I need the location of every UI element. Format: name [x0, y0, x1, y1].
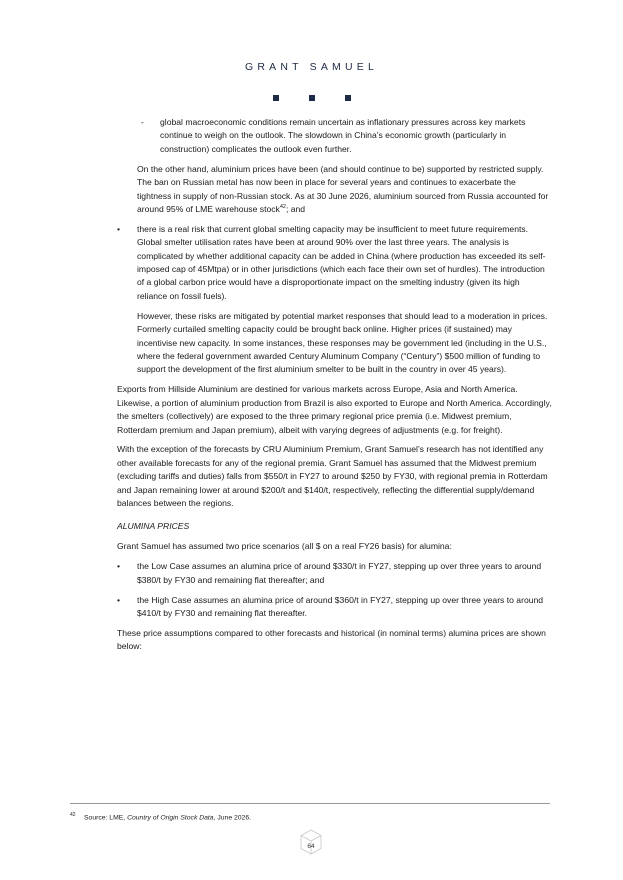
footnote-divider [70, 803, 550, 804]
section-heading: ALUMINA PRICES [117, 521, 190, 532]
footnote-suffix: , June 2026. [213, 814, 252, 822]
grant-samuel-logo: GRANT SAMUEL [244, 61, 379, 73]
square-icon [273, 95, 279, 101]
supply-text-end: ; and [285, 203, 306, 214]
footnote-ref[interactable]: 42 [279, 204, 286, 211]
page-body [117, 116, 552, 660]
supply-paragraph [117, 163, 552, 217]
bullet-text: the High Case assumes an alumina price of around $360/t in FY27, stepping up over three years to around $410/t by FY30 and remaining flat thereafter. [137, 594, 544, 618]
page-number: 64 [307, 843, 315, 850]
bullet-list-item [117, 560, 552, 587]
bullet-list-item [117, 594, 552, 621]
dash-item-text: global macroeconomic conditions remain uncertain as inflationary pressures across key markets continue to weigh on the outlook. The slowdown in China’s economic growth (particularly in construction) complicates the outlook even further. [160, 117, 526, 154]
square-icon [309, 95, 315, 101]
bullet-marker: • [117, 561, 121, 572]
bullet-list-item [117, 223, 552, 303]
supply-text: On the other hand, aluminium prices have been (and should continue to be) supported by restricted supply. The ban on Russian metal has now been in place for several years and continues to exacerbate the tightness in supply of non-Russian stock. As at 30 June 2026, aluminium sourced from Russia accounted for around 95% of LME warehouse stock [137, 163, 549, 214]
bullet-marker: • [117, 223, 121, 234]
mitigated-paragraph: However, these risks are mitigated by potential market responses that should lead to a moderation in prices. Formerly curtailed smelting capacity could be brought back online. Higher prices (if sustained) may incentivise new capacity. In some instances, these responses may be government led (including in the U.S., where the federal government awarded Century Aluminum Company (“Century”) $500 million of funding to support the development of the first aluminium smelter to be built in the country in over 45 years). [137, 310, 548, 375]
square-icon [345, 95, 351, 101]
scenarios-paragraph: Grant Samuel has assumed two price scenarios (all $ on a real FY26 basis) for alumina: [117, 541, 452, 552]
footnote-number: 42 [70, 812, 76, 818]
bullet-marker: • [117, 594, 121, 605]
forecasts-paragraph: With the exception of the forecasts by CRU Aluminium Premium, Grant Samuel’s research has not identified any other available forecasts for any of the regional premia. Grant Samuel has assumed that the Midwest premium (excluding tariffs and duties) falls from $550/t in FY27 to around $250 by FY30, with regional premia in Rotterdam and Japan remaining lower at around $200/t and $140/t, respectively, reflecting the differential supply/demand balances between the regions. [117, 444, 548, 509]
dash-marker: - [141, 117, 144, 127]
footnote [70, 812, 550, 821]
footnote-title: Country of Origin Stock Data [127, 814, 214, 822]
dash-list-item [117, 116, 552, 156]
compare-paragraph: These price assumptions compared to other forecasts and historical (in nominal terms) alumina prices are shown below: [117, 627, 546, 652]
exports-paragraph: Exports from Hillside Aluminium are destined for various markets across Europe, Asia and North America. Likewise, a portion of aluminium production from Brazil is also exported to Europe and North America. Accordingly, the smelters (collectively) are exposed to the three primary regional price premia (i.e. Midwest premium, Rotterdam premium and Japan premium), albeit with varying degrees of adjustments (e.g. for freight). [117, 384, 552, 435]
footnote-prefix: Source: LME, [84, 814, 128, 822]
bullet-text: the Low Case assumes an alumina price of around $330/t in FY27, stepping up over three years to around $380/t by FY30 and remaining flat thereafter; and [137, 561, 542, 585]
bullet-text: there is a real risk that current global smelting capacity may be insufficient to meet future requirements. Global smelter utilisation rates have been at around 90% over the last three years. The analysis is complicated by whether additional capacity can be added in China (where production has exceeded its self-imposed cap of 45Mtpa) or in other jurisdictions (which each face their own set of hurdles). The introduction of a global carbon price would have a disproportionate impact on the smelting industry (given its high reliance on fossil fuels). [137, 223, 546, 301]
logo-squares [0, 88, 623, 106]
page-number-icon [300, 829, 322, 855]
